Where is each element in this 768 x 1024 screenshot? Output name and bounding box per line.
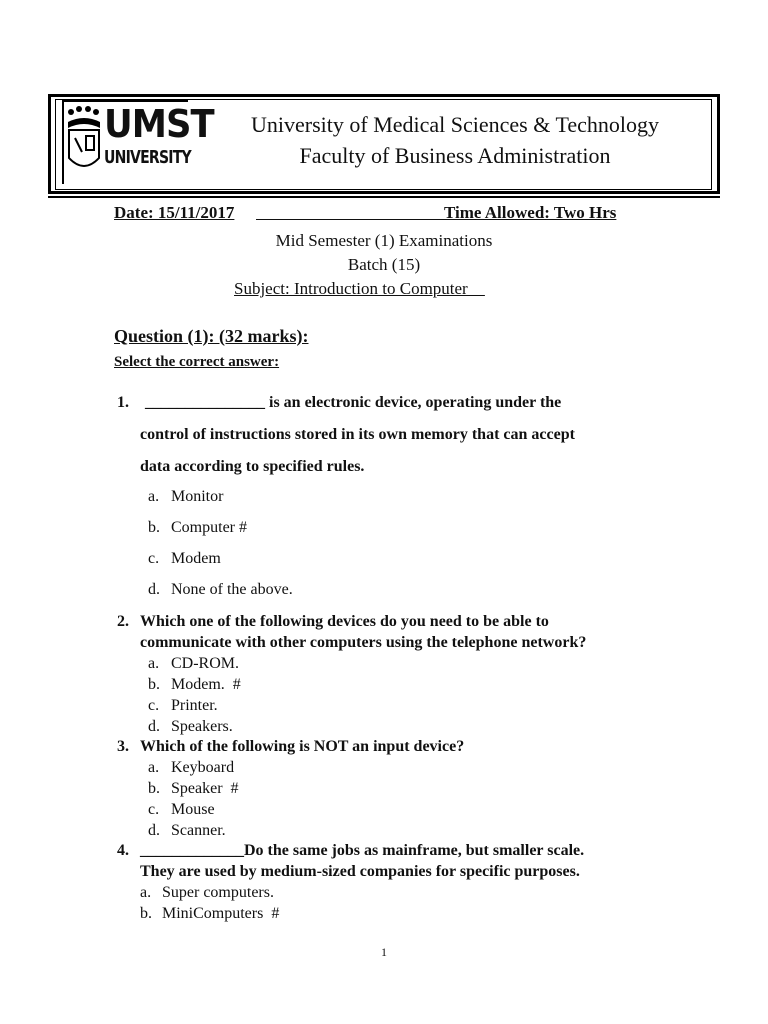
item-4-option-a-text: Super computers. — [162, 884, 274, 901]
logo-text-umst: UMST — [104, 102, 214, 146]
item-2-option-d-text: Speakers. — [171, 718, 233, 735]
header-underline — [48, 196, 720, 198]
item-3-option-d-text: Scanner. — [171, 822, 226, 839]
item-2-option-a-text: CD-ROM. — [171, 655, 240, 672]
item-3-option-a-text: Keyboard — [171, 759, 235, 776]
exam-title: Mid Semester (1) Examinations — [275, 231, 493, 250]
item-4-option-a-letter: a. — [140, 884, 152, 901]
question-heading: Question (1): (32 marks): — [114, 326, 309, 346]
faculty-name: Faculty of Business Administration — [299, 143, 611, 168]
item-1-option-b-letter: b. — [148, 519, 160, 536]
item-3-option-c-letter: c. — [148, 801, 160, 818]
item-1-option-a-text: Monitor — [171, 488, 224, 505]
page-number: 1 — [381, 945, 387, 959]
item-1-option-c-text: Modem — [171, 550, 221, 567]
item-4-option-b-text: MiniComputers # — [162, 905, 280, 922]
item-1-option-a-letter: a. — [148, 488, 160, 505]
exam-date: Date: 15/11/2017 — [114, 203, 235, 222]
item-1-stem-line-3: data according to specified rules. — [140, 458, 365, 475]
item-2-option-b-text: Modem. # — [171, 676, 241, 693]
item-1-number: 1. — [117, 394, 129, 411]
item-2-option-b-letter: b. — [148, 676, 160, 693]
university-name: University of Medical Sciences & Technology — [250, 112, 659, 137]
item-1-stem-line-1: _______________ is an electronic device, operating under the — [145, 394, 562, 411]
item-3-stem-line-1: Which of the following is NOT an input device? — [140, 738, 465, 755]
item-1-option-c-letter: c. — [148, 550, 160, 567]
item-2-option-d-letter: d. — [148, 718, 160, 735]
item-1-option-d-text: None of the above. — [171, 581, 293, 598]
item-4-stem-line-2: They are used by medium-sized companies for specific purposes. — [140, 863, 580, 880]
item-1-option-b-text: Computer # — [171, 519, 247, 536]
item-2-number: 2. — [117, 613, 129, 630]
item-3-option-b-letter: b. — [148, 780, 160, 797]
item-4-stem-line-1: _____________Do the same jobs as mainframe, but smaller scale. — [140, 842, 585, 859]
item-4-number: 4. — [117, 842, 129, 859]
date-time-rule — [256, 219, 444, 220]
time-allowed: Time Allowed: Two Hrs — [444, 203, 617, 222]
item-3-option-a-letter: a. — [148, 759, 160, 776]
item-3-option-c-text: Mouse — [171, 801, 215, 818]
item-3-option-b-text: Speaker # — [171, 780, 239, 797]
exam-subject: Subject: Introduction to Computer__ — [234, 279, 485, 298]
question-instruction: Select the correct answer: — [114, 354, 280, 370]
item-3-option-d-letter: d. — [148, 822, 160, 839]
item-4-option-b-letter: b. — [140, 905, 152, 922]
item-1-stem-line-2: control of instructions stored in its own memory that can accept — [140, 426, 575, 443]
item-2-stem-line-1: Which one of the following devices do you need to be able to — [140, 613, 549, 630]
item-2-option-a-letter: a. — [148, 655, 160, 672]
item-3-number: 3. — [117, 738, 129, 755]
item-1-option-d-letter: d. — [148, 581, 160, 598]
logo-emblem-icon — [66, 106, 102, 178]
item-2-option-c-text: Printer. — [171, 697, 218, 714]
logo-text-university: UNIVERSITY — [104, 147, 191, 168]
item-2-stem-line-2: communicate with other computers using the telephone network? — [140, 634, 587, 651]
item-2-option-c-letter: c. — [148, 697, 160, 714]
exam-batch: Batch (15) — [347, 255, 421, 274]
